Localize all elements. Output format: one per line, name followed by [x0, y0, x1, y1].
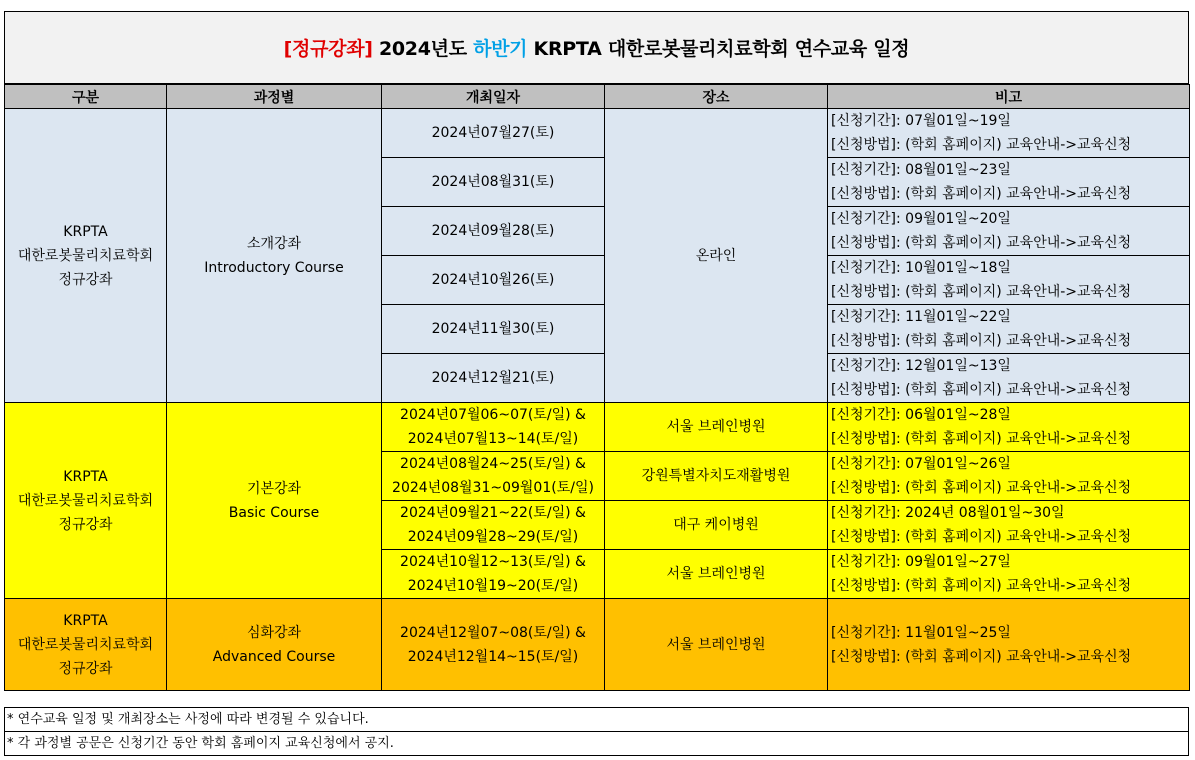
footnote: * 각 과정별 공문은 신청기간 동안 학회 홈페이지 교육신청에서 공지. — [5, 731, 1188, 755]
title-prefix: [정규강좌] — [283, 38, 373, 60]
table-row — [5, 109, 1190, 158]
title-highlight: 하반기 — [473, 38, 528, 60]
note-cell: [신청기간]: 07월01일~19일 [신청방법]: (학회 홈페이지) 교육안내->교육신청 — [828, 109, 1190, 158]
note-cell: [신청기간]: 09월01일~20일 [신청방법]: (학회 홈페이지) 교육안내->교육신청 — [828, 207, 1190, 256]
date-cell: 2024년07월06~07(토/일) & 2024년07월13~14(토/일) — [382, 403, 605, 452]
note-cell: [신청기간]: 2024년 08월01일~30일 [신청방법]: (학회 홈페이지) 교육안내->교육신청 — [828, 501, 1190, 550]
date-cell: 2024년07월27(토) — [382, 109, 605, 158]
header-row — [5, 85, 1190, 109]
location-cell: 온라인 — [605, 109, 828, 403]
date-cell: 2024년11월30(토) — [382, 305, 605, 354]
note-cell: [신청기간]: 11월01일~25일 [신청방법]: (학회 홈페이지) 교육안내->교육신청 — [828, 599, 1190, 691]
category-cell: KRPTA 대한로봇물리치료학회 정규강좌 — [5, 109, 167, 403]
header-location: 장소 — [605, 85, 828, 109]
course-cell: 기본강좌 Basic Course — [167, 403, 382, 599]
note-cell: [신청기간]: 12월01일~13일 [신청방법]: (학회 홈페이지) 교육안내->교육신청 — [828, 354, 1190, 403]
date-cell: 2024년12월21(토) — [382, 354, 605, 403]
footnotes — [4, 707, 1189, 756]
date-cell: 2024년09월28(토) — [382, 207, 605, 256]
header-course: 과정별 — [167, 85, 382, 109]
table-row — [5, 599, 1190, 691]
date-cell: 2024년09월21~22(토/일) & 2024년09월28~29(토/일) — [382, 501, 605, 550]
header-category: 구분 — [5, 85, 167, 109]
note-cell: [신청기간]: 10월01일~18일 [신청방법]: (학회 홈페이지) 교육안내->교육신청 — [828, 256, 1190, 305]
course-cell: 소개강좌 Introductory Course — [167, 109, 382, 403]
note-cell: [신청기간]: 11월01일~22일 [신청방법]: (학회 홈페이지) 교육안내->교육신청 — [828, 305, 1190, 354]
date-cell: 2024년08월31(토) — [382, 158, 605, 207]
date-cell: 2024년08월24~25(토/일) & 2024년08월31~09월01(토/일) — [382, 452, 605, 501]
header-date: 개최일자 — [382, 85, 605, 109]
title-part2: KRPTA 대한로봇물리치료학회 연수교육 일정 — [527, 38, 910, 60]
location-cell: 대구 케이병원 — [605, 501, 828, 550]
location-cell: 서울 브레인병원 — [605, 403, 828, 452]
note-cell: [신청기간]: 08월01일~23일 [신청방법]: (학회 홈페이지) 교육안내->교육신청 — [828, 158, 1190, 207]
date-cell: 2024년12월07~08(토/일) & 2024년12월14~15(토/일) — [382, 599, 605, 691]
location-cell: 강원특별자치도재활병원 — [605, 452, 828, 501]
footnote: * 연수교육 일정 및 개최장소는 사정에 따라 변경될 수 있습니다. — [7, 712, 369, 727]
header-note: 비고 — [828, 85, 1190, 109]
category-cell: KRPTA 대한로봇물리치료학회 정규강좌 — [5, 403, 167, 599]
date-cell: 2024년10월12~13(토/일) & 2024년10월19~20(토/일) — [382, 550, 605, 599]
date-cell: 2024년10월26(토) — [382, 256, 605, 305]
page-title — [4, 11, 1189, 84]
location-cell: 서울 브레인병원 — [605, 550, 828, 599]
table-row — [5, 403, 1190, 452]
title-part1: 2024년도 — [372, 38, 474, 60]
schedule-table — [4, 84, 1190, 691]
note-cell: [신청기간]: 09월01일~27일 [신청방법]: (학회 홈페이지) 교육안내->교육신청 — [828, 550, 1190, 599]
course-cell: 심화강좌 Advanced Course — [167, 599, 382, 691]
location-cell: 서울 브레인병원 — [605, 599, 828, 691]
note-cell: [신청기간]: 07월01일~26일 [신청방법]: (학회 홈페이지) 교육안내->교육신청 — [828, 452, 1190, 501]
category-cell: KRPTA 대한로봇물리치료학회 정규강좌 — [5, 599, 167, 691]
note-cell: [신청기간]: 06월01일~28일 [신청방법]: (학회 홈페이지) 교육안내->교육신청 — [828, 403, 1190, 452]
